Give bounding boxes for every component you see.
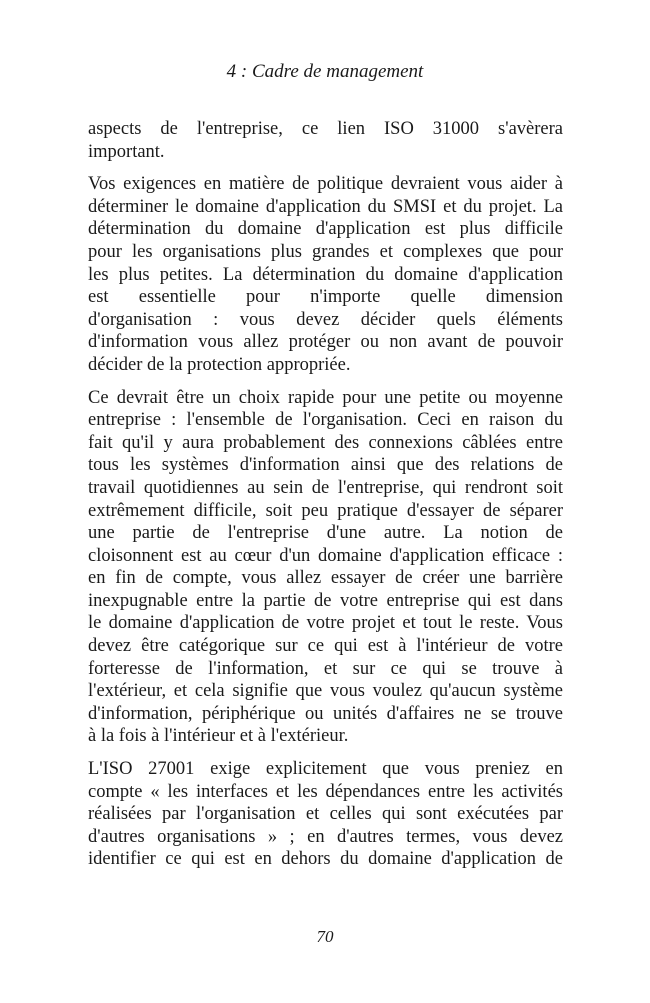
text-line: travail quotidiennes au sein de l'entreprise, qui rendront soit: [88, 477, 563, 498]
text-line: en fin de compte, vous allez essayer de créer une barrière: [88, 568, 563, 589]
text-line: d'information, périphérique ou unités d'affaires ne se trouve: [88, 703, 563, 724]
text-line: important.: [88, 141, 165, 162]
text-line: le domaine d'application de votre projet et tout le reste. Vous: [88, 613, 563, 634]
paragraph-4: [88, 758, 563, 871]
text-line: extrêmement difficile, soit peu pratique d'essayer de séparer: [88, 500, 563, 521]
text-line: forteresse de l'information, et sur ce qui se trouve à: [88, 658, 563, 679]
text-line: entreprise : l'ensemble de l'organisation. Ceci en raison du: [88, 410, 563, 431]
page-number: 70: [316, 927, 334, 946]
text-line: d'autres organisations » ; en d'autres termes, vous devez: [88, 826, 563, 847]
text-line: est essentielle pour n'importe quelle dimension: [88, 287, 563, 308]
text-line: d'organisation : vous devez décider quels éléments: [88, 309, 563, 330]
text-line: L'ISO 27001 exige explicitement que vous preniez en: [88, 759, 563, 780]
text-line: les plus petites. La détermination du domaine d'application: [88, 264, 563, 285]
text-line: inexpugnable entre la partie de votre entreprise qui est dans: [88, 590, 563, 611]
body-text: [88, 118, 563, 881]
text-line: devez être catégorique sur ce qui est à l'intérieur de votre: [88, 636, 563, 657]
paragraph-1: [88, 118, 563, 163]
paragraph-2: [88, 173, 563, 376]
text-line: détermination du domaine d'application est plus difficile: [88, 219, 563, 240]
text-line: compte « les interfaces et les dépendances entre les activités: [88, 781, 563, 802]
text-line: réalisées par l'organisation et celles qui sont exécutées par: [88, 804, 563, 825]
text-line: pour les organisations plus grandes et complexes que pour: [88, 241, 563, 262]
text-line: tous les systèmes d'information ainsi que des relations de: [88, 455, 563, 476]
text-line: décider de la protection appropriée.: [88, 354, 351, 375]
text-line: Ce devrait être un choix rapide pour une petite ou moyenne: [88, 387, 563, 408]
running-header: 4 : Cadre de management: [226, 61, 424, 82]
text-line: Vos exigences en matière de politique devraient vous aider à: [88, 174, 563, 195]
text-line: cloisonnent est au cœur d'un domaine d'application efficace :: [88, 545, 563, 566]
text-line: fait qu'il y aura probablement des connexions câblées entre: [88, 432, 563, 453]
text-line: d'information vous allez protéger ou non avant de pouvoir: [88, 332, 563, 353]
text-line: aspects de l'entreprise, ce lien ISO 31000 s'avèrera: [88, 119, 563, 139]
text-line: à la fois à l'intérieur et à l'extérieur.: [88, 726, 349, 747]
text-line: identifier ce qui est en dehors du domaine d'application de: [88, 849, 563, 870]
text-line: une partie de l'entreprise d'une autre. La notion de: [88, 523, 563, 544]
text-line: déterminer le domaine d'application du SMSI et du projet. La: [88, 196, 563, 217]
text-line: l'extérieur, et cela signifie que vous voulez qu'aucun système: [88, 681, 563, 702]
paragraph-3: [88, 387, 563, 749]
